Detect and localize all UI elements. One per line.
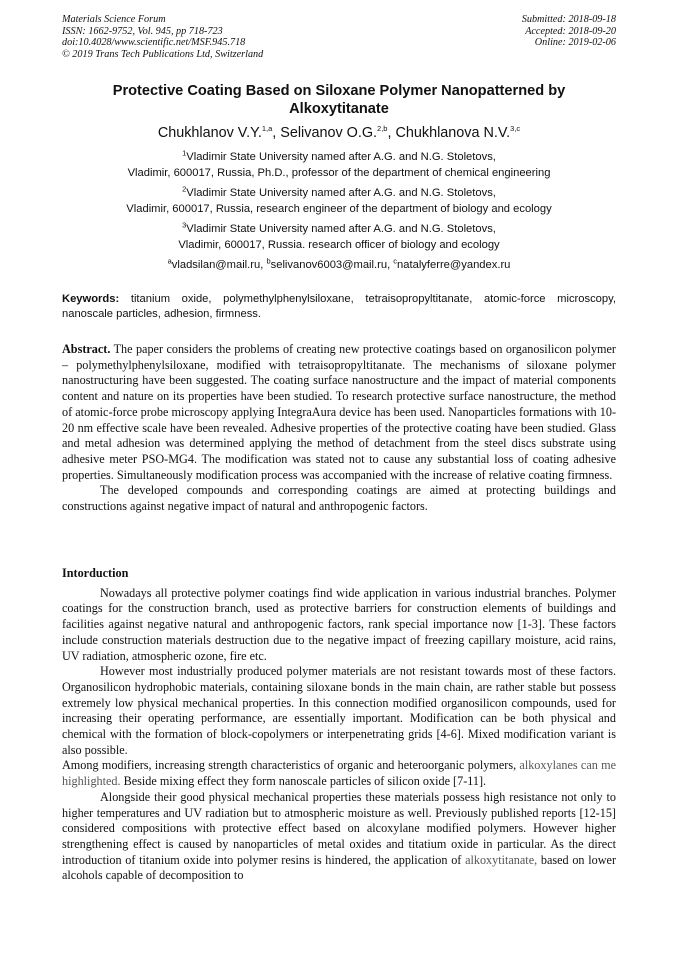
email-b-sup: b xyxy=(266,256,271,266)
abstract-label: Abstract. xyxy=(62,342,111,356)
journal-copyright: © 2019 Trans Tech Publications Ltd, Switzerland xyxy=(62,48,264,60)
abstract-paragraph-1 xyxy=(62,342,616,483)
author-emails xyxy=(62,257,616,273)
affiliation-2-sup: 2 xyxy=(182,184,187,194)
author-2: , Selivanov O.G. xyxy=(272,125,378,141)
submitted-date: Submitted: 2018-09-18 xyxy=(521,14,616,25)
affiliation-3-line-2: Vladimir, 600017, Russia. research officer of biology and ecology xyxy=(178,239,500,251)
affiliation-2 xyxy=(62,185,616,217)
intro-paragraph-3-highlight: alkoxylanes can me highlighted. xyxy=(62,758,616,789)
affiliation-3-line-1: Vladimir State University named after A.G. and N.G. Stoletovs, xyxy=(186,223,496,235)
affiliation-2-line-1: Vladimir State University named after A.G. and N.G. Stoletovs, xyxy=(186,187,496,199)
affiliation-1-sup: 1 xyxy=(182,148,187,158)
intro-paragraph-1: Nowadays all protective polymer coatings find wide application in various industrial branches. Polymer coatings for the construction branch, used as protective barriers for construction elements of buildings and facilities against negative natural and anthropogenic factors, rank special importance now [1-3]. These factors include construction materials destruction due to the negative impact of freezing capillary moisture, acid rains, UV radiation, atmospheric ozone, fire etc. xyxy=(62,585,616,663)
intro-paragraph-3-end: Beside mixing effect they form nanoscale particles of silicon oxide [7-11]. xyxy=(120,774,487,789)
abstract-text-1: The paper considers the problems of creating new protective coatings based on organosilicon polymer – polymethylphenylsiloxane, modified with tetraisopropyltitanate. The mechanisms of siloxane polymer nanostructuring have been suggested. The coating surface nanostructure and the impact of material components content and nature on its properties have been studied. To research protective surface nanostructure, the method of atomic-force probe microscopy applying IntegraAura device has been used. Nanoparticles formations with 10-20 nm effective scale have been revealed. Adhesive properties of the protective coating have been studied. Glass and metal adhesion was determined applying the method of detachment from the steel discs substrate using adhesive meter PSO-MG4. The modification was stated not to cause any substantial loss of coating adhesive properties. Simultaneously modification process was accompanied with the increase of relative coating firmness. xyxy=(62,342,616,482)
email-b[interactable]: selivanov6003@mail.ru, xyxy=(270,259,394,271)
intro-paragraph-3-start: Among modifiers, increasing strength characteristics of organic and heteroorganic polymers, xyxy=(62,758,520,773)
email-c-sup: c xyxy=(393,256,398,266)
email-a-sup: a xyxy=(167,256,172,266)
abstract-paragraph-2: The developed compounds and corresponding coatings are aimed at protecting buildings and constructions against negative impact of natural and anthropogenic factors. xyxy=(62,483,616,514)
email-a[interactable]: vladsilan@mail.ru, xyxy=(171,259,267,271)
author-list xyxy=(62,124,616,142)
affiliations xyxy=(62,149,616,273)
affiliation-2-line-2: Vladimir, 600017, Russia, research engineer of the department of biology and ecology xyxy=(126,203,552,215)
journal-issn: ISSN: 1662-9752, Vol. 945, pp 718-723 xyxy=(62,25,223,37)
journal-header-right xyxy=(522,14,616,49)
intro-paragraph-4-highlight: alkoxytitanate, xyxy=(465,852,538,867)
affiliation-1-line-1: Vladimir State University named after A.G. and N.G. Stoletovs, xyxy=(186,151,496,163)
author-3: , Chukhlanova N.V. xyxy=(387,125,511,141)
author-1: Chukhlanov V.Y. xyxy=(157,125,262,141)
author-3-sup: 3,c xyxy=(510,124,521,134)
introduction-section xyxy=(62,566,616,884)
affiliation-1-line-2: Vladimir, 600017, Russia, Ph.D., professor of the department of chemical engineering xyxy=(127,167,551,179)
affiliation-1 xyxy=(62,149,616,181)
journal-name: Materials Science Forum xyxy=(62,14,166,25)
intro-paragraph-4-end: based on lower alcohols capable of decomposition to xyxy=(62,852,616,883)
author-2-sup: 2,b xyxy=(377,124,388,134)
keywords-text: titanium oxide, polymethylphenylsiloxane, tetraisopropyltitanate, atomic-force microscopy, nanoscale particles, adhesion, firmness. xyxy=(62,293,616,320)
author-1-sup: 1,a xyxy=(261,124,273,134)
abstract-section xyxy=(62,342,616,515)
intro-paragraph-3 xyxy=(62,758,616,789)
intro-paragraph-4-start: Alongside their good physical mechanical properties these materials possess high resistance not only to higher temperatures and UV radiation but to atmospheric moisture as well. Previously published reports [12-15] considered compositions with protective effect based on alcoxylane modified polymers. However higher strengthening effect is caused by nanoparticles of metal oxides and titatium oxide in particular. As the direct introduction of titanium oxide into polymer resins is hindered, the application of xyxy=(62,789,616,867)
intro-paragraph-2: However most industrially produced polymer materials are not resistant towards most of these factors. Organosilicon hydrophobic materials, containing siloxane bonds in the main chain, are rather stable but possess extremely low physical mechanical properties. In this connection modified organosilicon compounds, used for increasing their operating performance, are essentially important. Modification can be both physical and chemical with the formation of block-copolymers or interpenetrating grids [4-6]. Mixed modification variant is also possible. xyxy=(62,664,616,757)
affiliation-3 xyxy=(62,221,616,253)
keywords-label: Keywords: xyxy=(62,293,120,305)
title-line-2: Alkoxytitanate xyxy=(289,101,389,117)
affiliation-3-sup: 3 xyxy=(182,220,187,230)
email-c[interactable]: natalyferre@yandex.ru xyxy=(397,259,511,271)
intro-paragraph-4 xyxy=(62,790,616,884)
title-line-1: Protective Coating Based on Siloxane Polymer Nanopatterned by xyxy=(112,83,566,99)
online-date: Online: 2019-02-06 xyxy=(534,37,616,49)
journal-header-left xyxy=(62,14,263,60)
journal-doi: doi:10.4028/www.scientific.net/MSF.945.718 xyxy=(62,37,246,49)
section-title-introduction: Intorduction xyxy=(62,566,129,580)
accepted-date: Accepted: 2018-09-20 xyxy=(525,25,616,37)
keywords xyxy=(62,292,616,322)
paper-title xyxy=(62,82,616,118)
